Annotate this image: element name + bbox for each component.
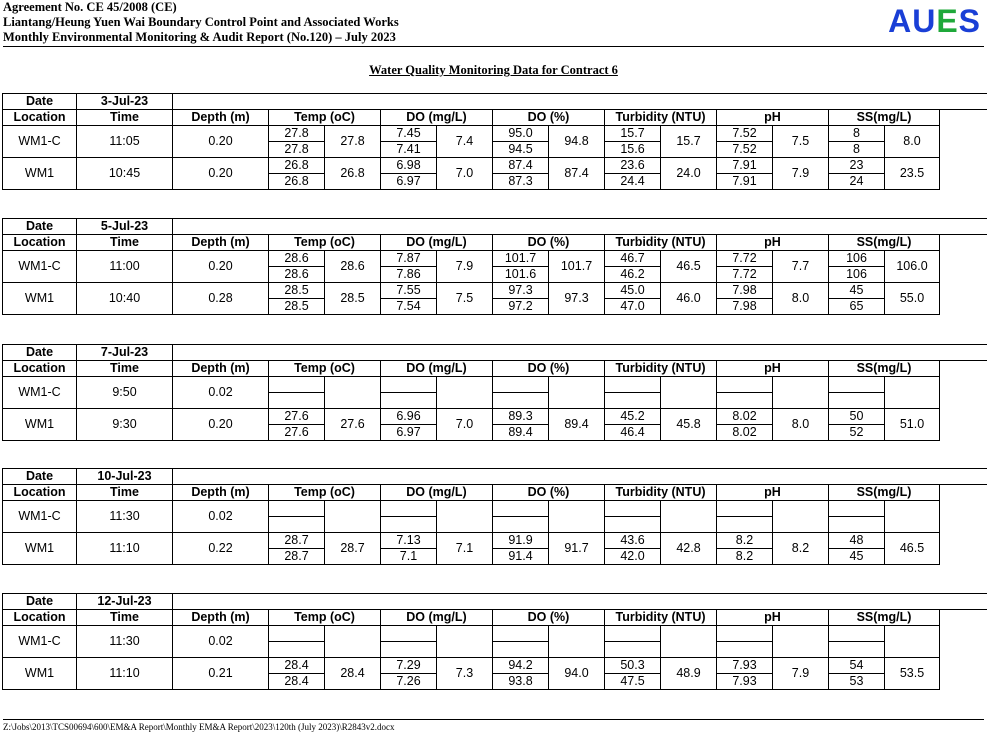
depth-cell: 0.20 xyxy=(173,158,269,190)
column-header-depth: Depth (m) xyxy=(173,110,269,126)
location-cell: WM1 xyxy=(3,283,77,315)
ss-reading-1: 54 xyxy=(829,658,885,674)
column-header-do-pct: DO (%) xyxy=(493,361,605,377)
turb-average: 24.0 xyxy=(661,158,717,190)
do-pct-reading-2 xyxy=(493,517,549,533)
do-mgl-reading-1: 7.29 xyxy=(381,658,437,674)
date-value: 12-Jul-23 xyxy=(77,594,173,610)
do-mgl-average: 7.1 xyxy=(437,533,493,565)
do-mgl-reading-2: 7.41 xyxy=(381,142,437,158)
temp-reading-2: 28.6 xyxy=(269,267,325,283)
date-label: Date xyxy=(3,469,77,485)
ph-reading-2: 7.72 xyxy=(717,267,773,283)
time-cell: 10:45 xyxy=(77,158,173,190)
temp-reading-2: 27.6 xyxy=(269,425,325,441)
do-pct-average: 94.0 xyxy=(549,658,605,690)
date-row-spacer xyxy=(173,469,987,485)
do-mgl-reading-2 xyxy=(381,393,437,409)
column-header-location: Location xyxy=(3,235,77,251)
ss-reading-1: 8 xyxy=(829,126,885,142)
date-label: Date xyxy=(3,345,77,361)
temp-reading-2 xyxy=(269,517,325,533)
ph-average: 7.9 xyxy=(773,158,829,190)
day-table xyxy=(2,218,987,315)
ph-average: 7.9 xyxy=(773,658,829,690)
aues-logo: AUES xyxy=(888,3,981,39)
turb-reading-1 xyxy=(605,501,661,517)
ss-reading-2: 45 xyxy=(829,549,885,565)
table-row xyxy=(3,409,987,425)
do-pct-average xyxy=(549,377,605,409)
ph-reading-2: 7.91 xyxy=(717,174,773,190)
time-cell: 11:30 xyxy=(77,626,173,658)
do-pct-reading-2: 97.2 xyxy=(493,299,549,315)
do-mgl-reading-1 xyxy=(381,501,437,517)
column-header-do-mgl: DO (mg/L) xyxy=(381,610,493,626)
depth-cell: 0.02 xyxy=(173,501,269,533)
temp-reading-1: 27.8 xyxy=(269,126,325,142)
temp-reading-2: 28.5 xyxy=(269,299,325,315)
temp-average: 28.7 xyxy=(325,533,381,565)
table-row xyxy=(3,126,987,142)
do-pct-reading-2: 87.3 xyxy=(493,174,549,190)
column-header-location: Location xyxy=(3,610,77,626)
page-title: Water Quality Monitoring Data for Contract 6 xyxy=(369,63,618,77)
column-header-depth: Depth (m) xyxy=(173,610,269,626)
temp-average xyxy=(325,626,381,658)
column-header-ss: SS(mg/L) xyxy=(829,485,940,501)
turb-reading-1 xyxy=(605,377,661,393)
date-row-spacer xyxy=(173,594,987,610)
column-header-turbidity: Turbidity (NTU) xyxy=(605,361,717,377)
depth-cell: 0.20 xyxy=(173,126,269,158)
temp-reading-2: 28.7 xyxy=(269,549,325,565)
depth-cell: 0.02 xyxy=(173,626,269,658)
ph-average xyxy=(773,501,829,533)
do-mgl-reading-1: 7.13 xyxy=(381,533,437,549)
ss-reading-1 xyxy=(829,626,885,642)
date-value: 10-Jul-23 xyxy=(77,469,173,485)
column-header-do-mgl: DO (mg/L) xyxy=(381,361,493,377)
temp-reading-1 xyxy=(269,377,325,393)
column-header-time: Time xyxy=(77,235,173,251)
turb-reading-1: 23.6 xyxy=(605,158,661,174)
do-pct-reading-1: 89.3 xyxy=(493,409,549,425)
table-row xyxy=(3,377,987,393)
ss-reading-2 xyxy=(829,642,885,658)
do-pct-average: 89.4 xyxy=(549,409,605,441)
column-header-turbidity: Turbidity (NTU) xyxy=(605,235,717,251)
turb-average xyxy=(661,626,717,658)
depth-cell: 0.21 xyxy=(173,658,269,690)
ss-average xyxy=(885,377,940,409)
do-mgl-reading-1: 7.45 xyxy=(381,126,437,142)
time-cell: 11:05 xyxy=(77,126,173,158)
table-row xyxy=(3,501,987,517)
location-cell: WM1 xyxy=(3,158,77,190)
temp-reading-1 xyxy=(269,626,325,642)
column-header-temp: Temp (oC) xyxy=(269,110,381,126)
turb-reading-1 xyxy=(605,626,661,642)
column-header-depth: Depth (m) xyxy=(173,361,269,377)
time-cell: 9:50 xyxy=(77,377,173,409)
column-header-time: Time xyxy=(77,361,173,377)
ph-reading-1: 7.91 xyxy=(717,158,773,174)
ss-reading-2 xyxy=(829,393,885,409)
column-header-time: Time xyxy=(77,610,173,626)
depth-cell: 0.20 xyxy=(173,251,269,283)
ss-reading-2: 106 xyxy=(829,267,885,283)
do-pct-average: 94.8 xyxy=(549,126,605,158)
column-header-ss: SS(mg/L) xyxy=(829,361,940,377)
date-row-spacer xyxy=(173,219,987,235)
do-pct-reading-1 xyxy=(493,377,549,393)
temp-reading-2: 28.4 xyxy=(269,674,325,690)
do-mgl-reading-2: 7.86 xyxy=(381,267,437,283)
do-mgl-reading-2: 7.26 xyxy=(381,674,437,690)
temp-average: 27.6 xyxy=(325,409,381,441)
ss-reading-1: 45 xyxy=(829,283,885,299)
table-row xyxy=(3,158,987,174)
column-header-do-pct: DO (%) xyxy=(493,235,605,251)
column-header-ph: pH xyxy=(717,610,829,626)
do-pct-reading-1: 95.0 xyxy=(493,126,549,142)
ss-average xyxy=(885,501,940,533)
column-header-location: Location xyxy=(3,110,77,126)
header-divider xyxy=(3,46,984,47)
ss-reading-1: 106 xyxy=(829,251,885,267)
ss-reading-2: 24 xyxy=(829,174,885,190)
ph-reading-2: 7.98 xyxy=(717,299,773,315)
turb-reading-2: 46.2 xyxy=(605,267,661,283)
temp-average xyxy=(325,377,381,409)
column-header-ss: SS(mg/L) xyxy=(829,110,940,126)
ph-reading-1: 7.98 xyxy=(717,283,773,299)
ss-reading-1: 48 xyxy=(829,533,885,549)
do-pct-average: 87.4 xyxy=(549,158,605,190)
column-header-do-mgl: DO (mg/L) xyxy=(381,235,493,251)
temp-reading-2 xyxy=(269,642,325,658)
file-path-footer: Z:\Jobs\2013\TCS00694\600\EM&A Report\Monthly EM&A Report\2023\120th (July 2023)\R2843v2.docx xyxy=(3,722,395,732)
ph-reading-2: 8.2 xyxy=(717,549,773,565)
do-mgl-reading-2 xyxy=(381,642,437,658)
table-row xyxy=(3,251,987,267)
turb-average: 42.8 xyxy=(661,533,717,565)
depth-cell: 0.28 xyxy=(173,283,269,315)
column-header-ss: SS(mg/L) xyxy=(829,610,940,626)
time-cell: 10:40 xyxy=(77,283,173,315)
turb-reading-2: 24.4 xyxy=(605,174,661,190)
temp-reading-1: 26.8 xyxy=(269,158,325,174)
turb-reading-1: 45.0 xyxy=(605,283,661,299)
do-pct-reading-1 xyxy=(493,501,549,517)
turb-reading-1: 43.6 xyxy=(605,533,661,549)
do-mgl-reading-1: 6.98 xyxy=(381,158,437,174)
do-pct-reading-1: 97.3 xyxy=(493,283,549,299)
column-header-temp: Temp (oC) xyxy=(269,610,381,626)
ph-reading-1: 7.93 xyxy=(717,658,773,674)
time-cell: 11:10 xyxy=(77,658,173,690)
column-header-depth: Depth (m) xyxy=(173,235,269,251)
do-mgl-reading-2: 7.1 xyxy=(381,549,437,565)
temp-average: 27.8 xyxy=(325,126,381,158)
column-header-do-pct: DO (%) xyxy=(493,110,605,126)
column-header-location: Location xyxy=(3,485,77,501)
date-row-spacer xyxy=(173,94,987,110)
ss-reading-2: 65 xyxy=(829,299,885,315)
do-pct-reading-1: 94.2 xyxy=(493,658,549,674)
turb-average: 48.9 xyxy=(661,658,717,690)
do-pct-reading-1 xyxy=(493,626,549,642)
turb-reading-2: 47.0 xyxy=(605,299,661,315)
turb-reading-2 xyxy=(605,642,661,658)
date-row-spacer xyxy=(173,345,987,361)
time-cell: 11:30 xyxy=(77,501,173,533)
do-pct-reading-2: 101.6 xyxy=(493,267,549,283)
do-mgl-reading-2: 7.54 xyxy=(381,299,437,315)
table-row xyxy=(3,283,987,299)
column-header-location: Location xyxy=(3,361,77,377)
time-cell: 9:30 xyxy=(77,409,173,441)
ph-average: 8.2 xyxy=(773,533,829,565)
ph-average: 7.7 xyxy=(773,251,829,283)
do-mgl-average: 7.5 xyxy=(437,283,493,315)
ph-reading-2: 8.02 xyxy=(717,425,773,441)
do-pct-average: 101.7 xyxy=(549,251,605,283)
ph-reading-1: 8.2 xyxy=(717,533,773,549)
column-header-temp: Temp (oC) xyxy=(269,485,381,501)
do-mgl-reading-2: 6.97 xyxy=(381,425,437,441)
ph-reading-1 xyxy=(717,501,773,517)
turb-reading-2: 42.0 xyxy=(605,549,661,565)
report-title: Monthly Environmental Monitoring & Audit Report (No.120) – July 2023 xyxy=(3,30,396,44)
do-mgl-average: 7.0 xyxy=(437,158,493,190)
turb-average: 46.5 xyxy=(661,251,717,283)
do-mgl-average xyxy=(437,626,493,658)
temp-reading-1 xyxy=(269,501,325,517)
do-mgl-average xyxy=(437,377,493,409)
do-mgl-reading-2: 6.97 xyxy=(381,174,437,190)
depth-cell: 0.20 xyxy=(173,409,269,441)
footer-divider xyxy=(3,719,984,720)
ph-reading-1 xyxy=(717,377,773,393)
time-cell: 11:00 xyxy=(77,251,173,283)
ss-average: 53.5 xyxy=(885,658,940,690)
ph-reading-2 xyxy=(717,517,773,533)
table-row xyxy=(3,658,987,674)
ss-average: 8.0 xyxy=(885,126,940,158)
column-header-do-mgl: DO (mg/L) xyxy=(381,485,493,501)
temp-average: 26.8 xyxy=(325,158,381,190)
ss-average: 55.0 xyxy=(885,283,940,315)
date-value: 5-Jul-23 xyxy=(77,219,173,235)
column-header-ph: pH xyxy=(717,485,829,501)
ph-reading-2: 7.52 xyxy=(717,142,773,158)
location-cell: WM1 xyxy=(3,409,77,441)
table-row xyxy=(3,533,987,549)
turb-reading-2 xyxy=(605,517,661,533)
ph-reading-2 xyxy=(717,393,773,409)
ph-reading-1: 7.52 xyxy=(717,126,773,142)
do-mgl-average xyxy=(437,501,493,533)
turb-reading-2: 46.4 xyxy=(605,425,661,441)
do-pct-reading-1: 87.4 xyxy=(493,158,549,174)
column-header-do-pct: DO (%) xyxy=(493,485,605,501)
ph-average: 8.0 xyxy=(773,283,829,315)
column-header-time: Time xyxy=(77,110,173,126)
ph-average xyxy=(773,626,829,658)
report-header xyxy=(3,0,399,45)
do-pct-average xyxy=(549,626,605,658)
location-cell: WM1-C xyxy=(3,126,77,158)
turb-average: 45.8 xyxy=(661,409,717,441)
project-title: Liantang/Heung Yuen Wai Boundary Control Point and Associated Works xyxy=(3,15,399,29)
ss-average: 23.5 xyxy=(885,158,940,190)
ss-reading-1 xyxy=(829,501,885,517)
ph-reading-1 xyxy=(717,626,773,642)
time-cell: 11:10 xyxy=(77,533,173,565)
column-header-do-pct: DO (%) xyxy=(493,610,605,626)
do-pct-reading-1: 91.9 xyxy=(493,533,549,549)
depth-cell: 0.22 xyxy=(173,533,269,565)
ss-reading-2: 52 xyxy=(829,425,885,441)
do-pct-reading-2 xyxy=(493,393,549,409)
turb-reading-1: 45.2 xyxy=(605,409,661,425)
day-table xyxy=(2,593,987,690)
ss-reading-1: 23 xyxy=(829,158,885,174)
depth-cell: 0.02 xyxy=(173,377,269,409)
do-pct-reading-2: 89.4 xyxy=(493,425,549,441)
ph-reading-2 xyxy=(717,642,773,658)
temp-reading-2: 26.8 xyxy=(269,174,325,190)
do-mgl-reading-1 xyxy=(381,626,437,642)
ph-average: 8.0 xyxy=(773,409,829,441)
turb-reading-2: 15.6 xyxy=(605,142,661,158)
column-header-temp: Temp (oC) xyxy=(269,361,381,377)
column-header-do-mgl: DO (mg/L) xyxy=(381,110,493,126)
location-cell: WM1 xyxy=(3,658,77,690)
temp-average: 28.5 xyxy=(325,283,381,315)
ss-reading-2: 8 xyxy=(829,142,885,158)
do-mgl-reading-2 xyxy=(381,517,437,533)
date-label: Date xyxy=(3,594,77,610)
temp-reading-2: 27.8 xyxy=(269,142,325,158)
day-table xyxy=(2,344,987,441)
day-table xyxy=(2,468,987,565)
turb-reading-1: 50.3 xyxy=(605,658,661,674)
do-pct-average xyxy=(549,501,605,533)
turb-reading-1: 15.7 xyxy=(605,126,661,142)
ph-reading-1: 8.02 xyxy=(717,409,773,425)
do-mgl-average: 7.9 xyxy=(437,251,493,283)
column-header-turbidity: Turbidity (NTU) xyxy=(605,110,717,126)
do-pct-average: 97.3 xyxy=(549,283,605,315)
temp-average xyxy=(325,501,381,533)
ss-average xyxy=(885,626,940,658)
ph-reading-1: 7.72 xyxy=(717,251,773,267)
do-mgl-average: 7.0 xyxy=(437,409,493,441)
location-cell: WM1-C xyxy=(3,501,77,533)
ph-average: 7.5 xyxy=(773,126,829,158)
column-header-depth: Depth (m) xyxy=(173,485,269,501)
do-mgl-reading-1 xyxy=(381,377,437,393)
date-value: 3-Jul-23 xyxy=(77,94,173,110)
column-header-ph: pH xyxy=(717,361,829,377)
do-pct-average: 91.7 xyxy=(549,533,605,565)
ss-reading-1 xyxy=(829,377,885,393)
column-header-time: Time xyxy=(77,485,173,501)
date-value: 7-Jul-23 xyxy=(77,345,173,361)
turb-reading-1: 46.7 xyxy=(605,251,661,267)
column-header-turbidity: Turbidity (NTU) xyxy=(605,485,717,501)
ss-reading-2: 53 xyxy=(829,674,885,690)
ph-average xyxy=(773,377,829,409)
turb-average xyxy=(661,377,717,409)
turb-reading-2: 47.5 xyxy=(605,674,661,690)
ss-average: 51.0 xyxy=(885,409,940,441)
turb-average xyxy=(661,501,717,533)
do-mgl-reading-1: 7.87 xyxy=(381,251,437,267)
location-cell: WM1 xyxy=(3,533,77,565)
temp-reading-1: 27.6 xyxy=(269,409,325,425)
do-mgl-average: 7.4 xyxy=(437,126,493,158)
do-mgl-reading-1: 7.55 xyxy=(381,283,437,299)
do-mgl-average: 7.3 xyxy=(437,658,493,690)
do-pct-reading-2 xyxy=(493,642,549,658)
temp-average: 28.4 xyxy=(325,658,381,690)
agreement-number: Agreement No. CE 45/2008 (CE) xyxy=(3,0,177,14)
do-pct-reading-2: 93.8 xyxy=(493,674,549,690)
turb-reading-2 xyxy=(605,393,661,409)
temp-reading-1: 28.4 xyxy=(269,658,325,674)
day-table xyxy=(2,93,987,190)
date-label: Date xyxy=(3,219,77,235)
do-pct-reading-2: 94.5 xyxy=(493,142,549,158)
column-header-turbidity: Turbidity (NTU) xyxy=(605,610,717,626)
location-cell: WM1-C xyxy=(3,377,77,409)
turb-average: 15.7 xyxy=(661,126,717,158)
temp-average: 28.6 xyxy=(325,251,381,283)
date-label: Date xyxy=(3,94,77,110)
location-cell: WM1-C xyxy=(3,626,77,658)
column-header-ss: SS(mg/L) xyxy=(829,235,940,251)
column-header-ph: pH xyxy=(717,235,829,251)
ss-reading-2 xyxy=(829,517,885,533)
temp-reading-1: 28.5 xyxy=(269,283,325,299)
do-mgl-reading-1: 6.96 xyxy=(381,409,437,425)
do-pct-reading-2: 91.4 xyxy=(493,549,549,565)
do-pct-reading-1: 101.7 xyxy=(493,251,549,267)
location-cell: WM1-C xyxy=(3,251,77,283)
temp-reading-1: 28.6 xyxy=(269,251,325,267)
temp-reading-1: 28.7 xyxy=(269,533,325,549)
table-row xyxy=(3,626,987,642)
ss-reading-1: 50 xyxy=(829,409,885,425)
column-header-temp: Temp (oC) xyxy=(269,235,381,251)
ss-average: 106.0 xyxy=(885,251,940,283)
ss-average: 46.5 xyxy=(885,533,940,565)
column-header-ph: pH xyxy=(717,110,829,126)
turb-average: 46.0 xyxy=(661,283,717,315)
temp-reading-2 xyxy=(269,393,325,409)
ph-reading-2: 7.93 xyxy=(717,674,773,690)
